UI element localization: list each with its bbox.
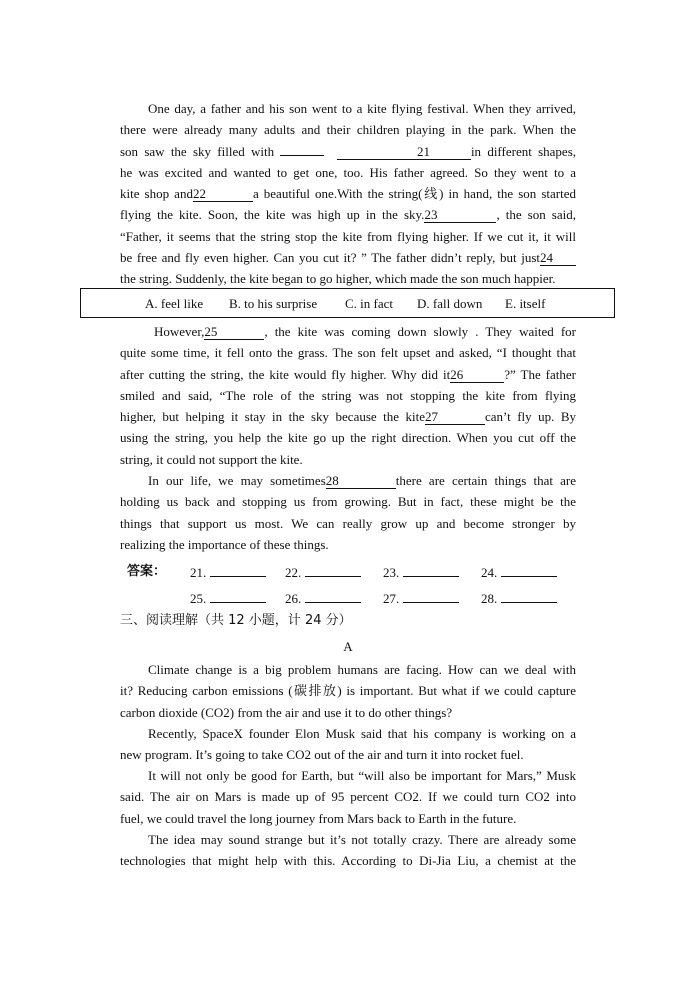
answer-number: 27. (383, 591, 400, 606)
text-line: technologies that might help with this. According to Di-Jia Liu, a chemist at the (120, 853, 576, 869)
text-segment: higher, but helping it stay in the sky because the kite (120, 409, 425, 425)
text-segment: be free and fly even higher. Can you cut it? ” The father didn’t reply, but just (120, 250, 540, 266)
answer-blank (305, 590, 361, 603)
text-segment: a beautiful one.With the string(线) in hand, the son started (252, 186, 576, 202)
text-line (120, 247, 576, 268)
text-line: quite some time, it fell onto the grass. The son felt upset and asked, “I thought that (120, 345, 576, 361)
text-line: string, it could not support the kite. (120, 451, 303, 467)
text-line: fuel, we could travel the long journey from Mars back to Earth in the future. (120, 810, 517, 826)
answer-blank (210, 564, 266, 577)
text-line: said. The air on Mars is made up of 95 percent CO2. If we could turn CO2 into (120, 789, 576, 805)
text-line: The idea may sound strange but it’s not totally crazy. There are already some (148, 832, 576, 847)
answer-26 (285, 590, 361, 607)
text-line: holding us back and stopping us from growing. But in fact, these might be the (120, 494, 576, 510)
text-line: things that support us most. We can really grow up and become stronger by (120, 515, 576, 531)
reading-paragraph-3 (120, 765, 576, 829)
text-line: using the string, you help the kite go up the right direction. When you cut off the (120, 430, 576, 446)
text-segment: ?” The father (504, 366, 576, 382)
text-line (120, 204, 576, 225)
reading-paragraph-1 (120, 659, 576, 723)
blank-number: 21 (416, 143, 430, 159)
answer-number: 24. (481, 565, 498, 580)
answer-21 (190, 564, 266, 581)
text-line: Climate change is a big problem humans are facing. How can we deal with (148, 662, 576, 677)
section-heading: 三、阅读理解（共 12 小题，计 24 分） (120, 613, 352, 628)
cloze-paragraph-2 (120, 321, 576, 470)
text-segment: in different shapes, (470, 143, 577, 159)
text-line: One day, a father and his son went to a kite flying festival. When they arrived, (148, 101, 576, 116)
answer-blank (210, 590, 266, 603)
answer-number: 26. (285, 591, 302, 606)
text-line (120, 470, 576, 491)
text-segment: , the kite was coming down slowly . They waited for (264, 324, 576, 339)
answers-label: 答案： (127, 564, 167, 579)
answer-blank (501, 564, 557, 577)
text-line: it? Reducing carbon emissions (碳排放) is important. But what if we could capture (120, 683, 576, 699)
answer-blank (305, 564, 361, 577)
blank-25: 25 (204, 325, 264, 340)
blank-22: 22 (193, 187, 253, 202)
text-line: he was excited and wanted to get one, too. His father agreed. So they went to a (120, 164, 576, 180)
answer-number: 21. (190, 565, 207, 580)
answer-blank (501, 590, 557, 603)
text-line: carbon dioxide (CO2) from the air and use it to do other things? (120, 704, 453, 720)
option-e: E. itself (505, 296, 546, 311)
text-segment: , the son said, (496, 207, 576, 223)
blank-26: 26 (450, 368, 504, 383)
answer-blank (403, 590, 459, 603)
answer-number: 28. (481, 591, 498, 606)
blank-line (280, 155, 324, 156)
text-segment: son saw the sky filled with (120, 143, 275, 159)
blank-21 (337, 145, 471, 160)
text-line: realizing the importance of these things. (120, 536, 329, 552)
text-segment: flying the kite. Soon, the kite was high up in the sky. (120, 207, 425, 223)
text-line: smiled and said, “The role of the string was not stopping the kite from flying (120, 387, 576, 403)
text-segment: can’t fly up. By (484, 409, 577, 425)
option-a: A. feel like (145, 296, 204, 311)
text-line: “Father, it seems that the string stop the kite from flying higher. If we cut it, it will (120, 228, 576, 244)
text-segment: In our life, we may sometimes (148, 473, 326, 488)
reading-paragraph-4 (120, 829, 576, 872)
text-line (120, 321, 576, 342)
answer-number: 25. (190, 591, 207, 606)
part-label: A (343, 639, 353, 654)
cloze-paragraph-1 (120, 98, 576, 290)
cloze-paragraph-3 (120, 470, 576, 555)
blank-28: 28 (326, 474, 396, 489)
answer-number: 23. (383, 565, 400, 580)
text-segment: kite shop and (120, 186, 193, 202)
reading-paragraph-2 (120, 723, 576, 766)
text-line (120, 141, 576, 162)
answer-25 (190, 590, 266, 607)
option-c: C. in fact (345, 296, 394, 311)
blank-23: 23 (424, 208, 496, 223)
option-d: D. fall down (417, 296, 483, 311)
text-segment: However, (154, 324, 205, 339)
answer-22 (285, 564, 361, 581)
text-line: there were already many adults and their children playing in the park. When the (120, 122, 576, 138)
text-line: It will not only be good for Earth, but “will also be important for Mars,” Musk (148, 768, 576, 783)
text-line (120, 364, 576, 385)
answer-27 (383, 590, 459, 607)
answer-blank (403, 564, 459, 577)
text-segment: after cutting the string, the kite would fly higher. Why did it (120, 366, 451, 382)
text-line: the string. Suddenly, the kite began to go higher, which made the son much happier. (120, 271, 556, 287)
option-b: B. to his surprise (229, 296, 318, 311)
answer-number: 22. (285, 565, 302, 580)
blank-27: 27 (425, 410, 485, 425)
text-line: Recently, SpaceX founder Elon Musk said that his company is working on a (148, 726, 576, 741)
text-line (120, 406, 576, 427)
blank-24: 24 (540, 251, 576, 266)
text-segment: there are certain things that are (395, 473, 576, 488)
answer-24 (481, 564, 557, 581)
answer-23 (383, 564, 459, 581)
answer-28 (481, 590, 557, 607)
text-line: new program. It’s going to take CO2 out of the air and turn it into rocket fuel. (120, 747, 524, 763)
text-line (120, 183, 576, 204)
